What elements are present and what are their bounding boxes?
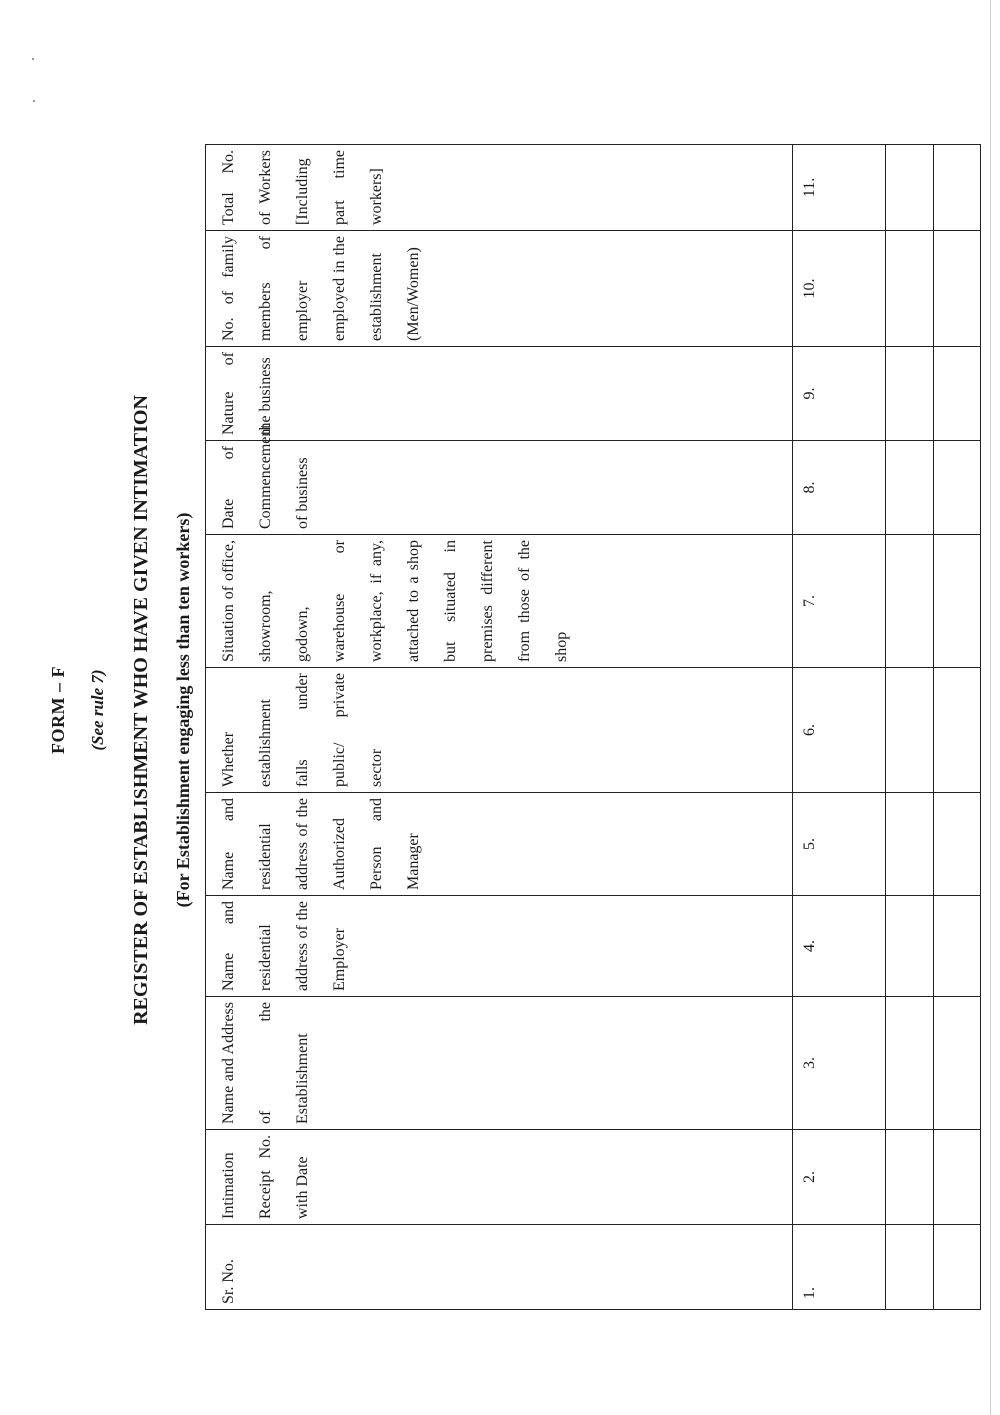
empty-cell	[886, 231, 934, 347]
column-number: 11.	[793, 145, 886, 231]
header-cell: Whether establishment falls under public/ private sector	[206, 668, 793, 793]
empty-cell	[934, 793, 981, 896]
scan-edge-line	[990, 0, 991, 1415]
empty-cell	[886, 441, 934, 535]
empty-cell	[886, 668, 934, 793]
empty-cell	[934, 535, 981, 668]
empty-cell	[934, 441, 981, 535]
empty-cell	[934, 896, 981, 997]
empty-cell	[934, 347, 981, 441]
header-cell: Name and Address of the Establishment	[206, 997, 793, 1130]
column-number: 10.	[793, 231, 886, 347]
header-cell: Total No. of Workers [Including part time workers]	[206, 145, 793, 231]
empty-cell	[886, 1225, 934, 1310]
empty-cell	[934, 1225, 981, 1310]
empty-cell	[886, 347, 934, 441]
header-cell: Intimation Receipt No. with Date	[206, 1130, 793, 1225]
column-number: 3.	[793, 997, 886, 1130]
header-cell: Sr. No.	[206, 1225, 793, 1310]
column-number: 8.	[793, 441, 886, 535]
header-cell: No. of family members of employer employed in the establishment (Men/Women)	[206, 231, 793, 347]
column-number: 6.	[793, 668, 886, 793]
column-number-row	[793, 145, 886, 1310]
register-subheading: (For Establishment engaging less than ten workers)	[173, 512, 193, 908]
empty-entry-row	[934, 145, 981, 1310]
empty-cell	[886, 535, 934, 668]
form-title: FORM – F	[48, 666, 68, 754]
empty-cell	[934, 145, 981, 231]
column-number: 7.	[793, 535, 886, 668]
column-number: 9.	[793, 347, 886, 441]
header-cell: Situation of office, showroom, godown, warehouse or workplace, if any, attached to a shop but situated in premises different from those of the shop	[206, 535, 793, 668]
empty-cell	[886, 896, 934, 997]
empty-cell	[886, 1130, 934, 1225]
empty-cell	[934, 1130, 981, 1225]
column-number: 1.	[793, 1225, 886, 1310]
empty-cell	[934, 668, 981, 793]
rotated-form-page	[30, 70, 970, 1350]
empty-cell	[934, 997, 981, 1130]
header-cell: Name and residential address of the Employer	[206, 896, 793, 997]
empty-cell	[886, 793, 934, 896]
empty-cell	[886, 997, 934, 1130]
form-rule-reference: (See rule 7)	[88, 669, 107, 751]
empty-cell	[886, 145, 934, 231]
header-cell: Date of Commencement of business	[206, 441, 793, 535]
header-cell: Nature of the business	[206, 347, 793, 441]
empty-cell	[934, 231, 981, 347]
column-number: 2.	[793, 1130, 886, 1225]
column-number: 4.	[793, 896, 886, 997]
empty-entry-row	[886, 145, 934, 1310]
column-number: 5.	[793, 793, 886, 896]
register-heading: REGISTER OF ESTABLISHMENT WHO HAVE GIVEN INTIMATION	[130, 395, 152, 1025]
header-row	[206, 145, 793, 1310]
register-table	[205, 144, 981, 1310]
header-cell: Name and residential address of the Authorized Person and Manager	[206, 793, 793, 896]
